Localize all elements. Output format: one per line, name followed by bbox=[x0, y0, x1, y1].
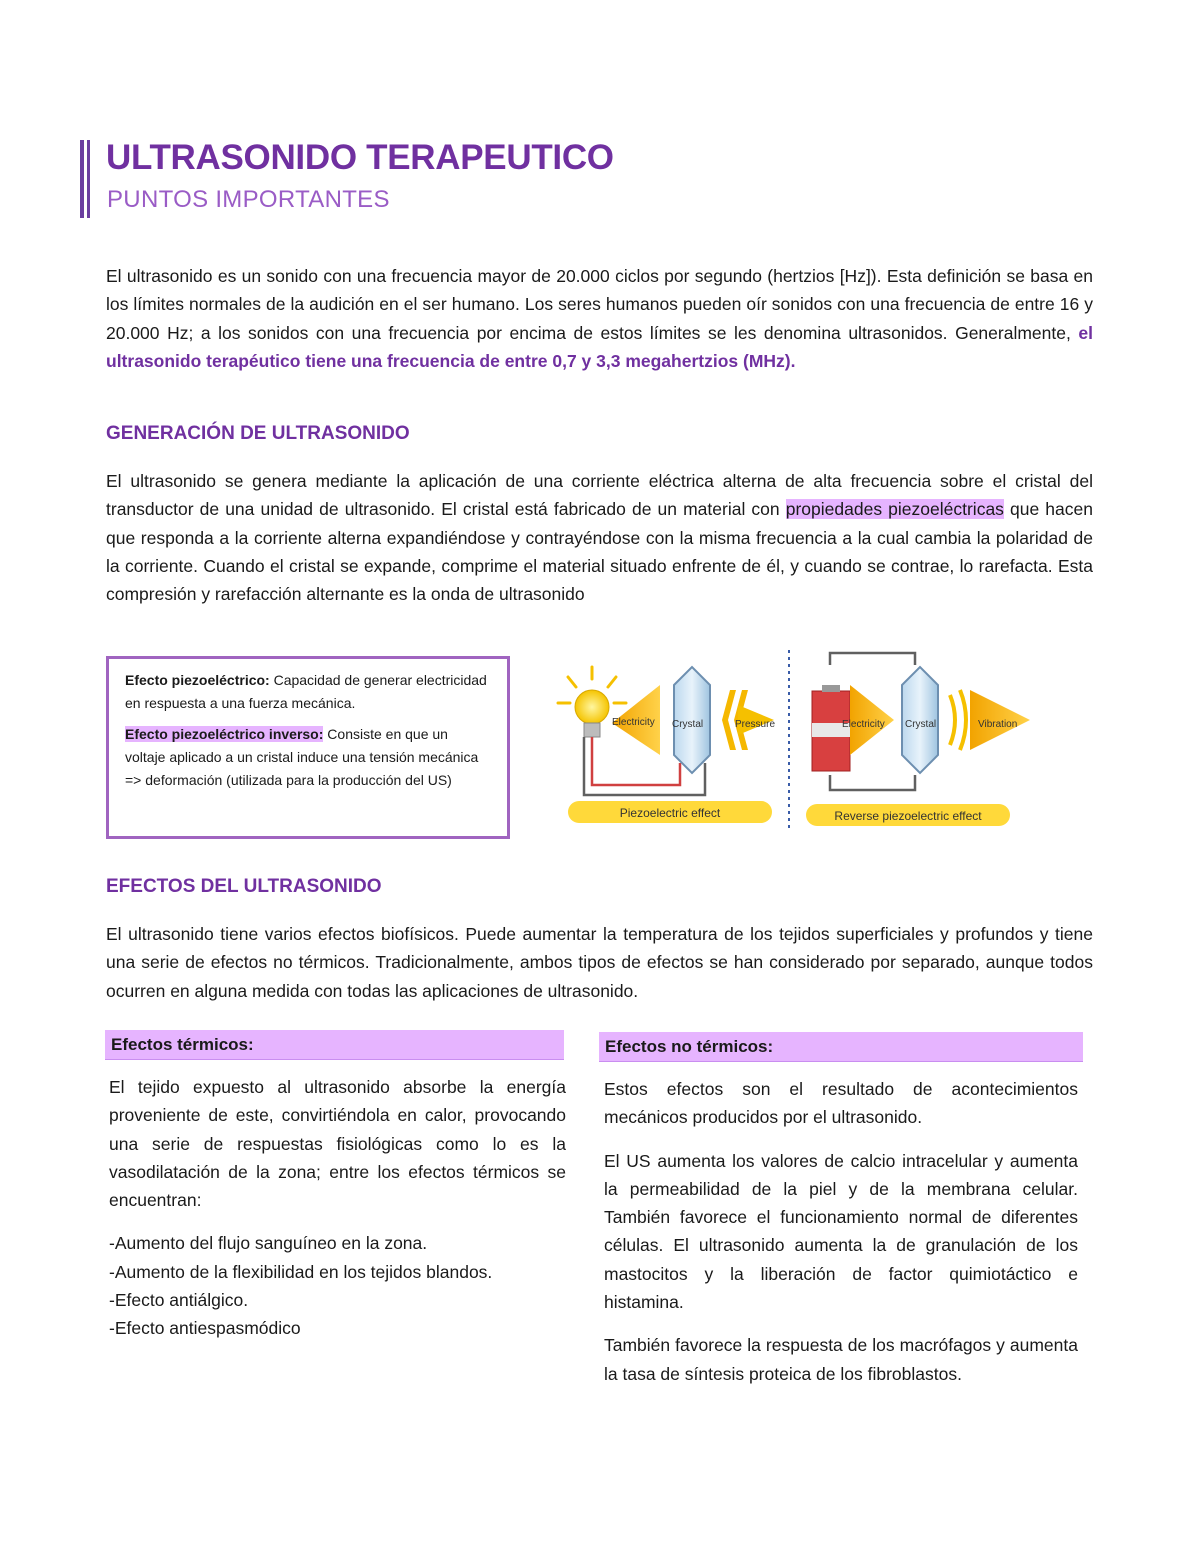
electricity-label-right: Electricity bbox=[842, 719, 885, 730]
termicos-text: El tejido expuesto al ultrasonido absorbe la energía proveniente de este, convirtiéndola en calor, provocando una serie de respuestas fisiológicas como lo es la vasodilatación de la zona; entre los efectos térmicos se encuentran: bbox=[109, 1077, 566, 1211]
vibration-label: Vibration bbox=[978, 719, 1018, 730]
reverse-piezo-text: Consiste en que un voltaje aplicado a un cristal induce una tensión mecánica => deformación (utilizada para la producción del US) bbox=[125, 726, 479, 788]
reverse-piezo-label: Efecto piezoeléctrico inverso: bbox=[125, 726, 324, 742]
page-subtitle: PUNTOS IMPORTANTES bbox=[107, 186, 390, 213]
wire-bottom bbox=[830, 775, 915, 790]
reverse-piezo-definition bbox=[125, 723, 491, 792]
no-termicos-p2: El US aumenta los valores de calcio intracelular y aumenta la permeabilidad de la piel y de la membrana celular. También favorece el funcionamiento normal de diferentes células. El ultrasonido aumenta la de granulación de los mastocitos y la liberación de factor quimiotáctico e histamina. bbox=[604, 1150, 1078, 1313]
termicos-column bbox=[109, 1073, 566, 1343]
no-termicos-heading: Efectos no térmicos: bbox=[599, 1032, 1083, 1062]
battery-terminal bbox=[822, 685, 840, 692]
crystal-label-right: Crystal bbox=[905, 719, 937, 730]
list-item: -Efecto antiálgico. bbox=[109, 1290, 249, 1311]
piezo-left-group bbox=[558, 667, 775, 823]
piezo-text: Capacidad de generar electricidad en respuesta a una fuerza mecánica. bbox=[125, 672, 487, 711]
piezo-definition-box bbox=[106, 656, 510, 839]
intro-text: El ultrasonido es un sonido con una frecuencia mayor de 20.000 ciclos por segundo (hertzios [Hz]). Esta definición se basa en los límites normales de la audición en el ser humano. Los seres humanos pueden oír sonidos con una frecuencia de entre 16 y 20.000 Hz; a los sonidos con una frecuencia por encima de estos límites se les denomina ultrasonidos. Generalmente, bbox=[106, 266, 1093, 343]
vibration-waves-icon bbox=[950, 690, 966, 750]
termicos-list bbox=[109, 1229, 566, 1342]
crystal-label-left: Crystal bbox=[672, 719, 704, 730]
generacion-paragraph bbox=[106, 467, 1093, 608]
pressure-label: Pressure bbox=[735, 719, 776, 730]
no-termicos-p1: Estos efectos son el resultado de acontecimientos mecánicos producidos por el ultrasonido. bbox=[604, 1079, 1078, 1128]
intro-highlight: el ultrasonido terapéutico tiene una frecuencia de entre 0,7 y 3,3 megahertzios (MHz) bbox=[106, 322, 1093, 371]
list-item: -Aumento de la flexibilidad en los tejidos blandos. bbox=[109, 1261, 493, 1282]
bulb-base-icon bbox=[584, 723, 600, 737]
piezo-definition bbox=[125, 669, 491, 715]
wire-top bbox=[830, 653, 915, 665]
list-item: -Aumento del flujo sanguíneo en la zona. bbox=[109, 1233, 428, 1254]
page-title: ULTRASONIDO TERAPEUTICO bbox=[106, 138, 614, 177]
piezoelectric-diagram bbox=[550, 645, 1050, 835]
no-termicos-column bbox=[604, 1075, 1078, 1403]
wire-red bbox=[592, 737, 680, 785]
section-heading-generacion: GENERACIÓN DE ULTRASONIDO bbox=[106, 423, 410, 444]
piezo-right-group bbox=[806, 653, 1030, 826]
electricity-label-left: Electricity bbox=[612, 717, 655, 728]
piezo-label: Efecto piezoeléctrico: bbox=[125, 672, 270, 688]
list-item: -Efecto antiespasmódico bbox=[109, 1318, 301, 1339]
no-termicos-p3: También favorece la respuesta de los macrófagos y aumenta la tasa de síntesis proteica de los fibroblastos. bbox=[604, 1335, 1078, 1384]
intro-end: . bbox=[790, 350, 796, 371]
efectos-paragraph: El ultrasonido tiene varios efectos biofísicos. Puede aumentar la temperatura de los tejidos superficiales y profundos y tiene una serie de efectos no térmicos. Tradicionalmente, ambos tipos de efectos se han considerado por separado, aunque todos ocurren en alguna medida con todas las aplicaciones de ultrasonido. bbox=[106, 924, 1093, 1001]
termicos-heading: Efectos térmicos: bbox=[105, 1030, 564, 1060]
generacion-text: El ultrasonido se genera mediante la aplicación de una corriente eléctrica alterna de alta frecuencia sobre el cristal del transductor de una unidad de ultrasonido. El cristal está fabricado de un material con bbox=[106, 471, 1093, 520]
reverse-caption: Reverse piezoelectric effect bbox=[834, 809, 982, 823]
intro-paragraph bbox=[106, 262, 1093, 375]
generacion-text-2: que hacen que responda a la corriente alterna expandiéndose y contrayéndose con la misma frecuencia a la cual cambia la polaridad de la corriente. Cuando el cristal se expande, comprime el material situado enfrente de él, y cuando se contrae, lo rarefacta. Esta compresión y rarefacción alternante es la onda de ultrasonido bbox=[106, 499, 1093, 605]
generacion-highlight: propiedades piezoeléctricas bbox=[785, 499, 1004, 520]
title-accent-bar bbox=[80, 140, 90, 218]
piezo-caption: Piezoelectric effect bbox=[619, 806, 721, 820]
section-heading-efectos: EFECTOS DEL ULTRASONIDO bbox=[106, 876, 382, 897]
light-bulb-icon bbox=[575, 690, 609, 724]
